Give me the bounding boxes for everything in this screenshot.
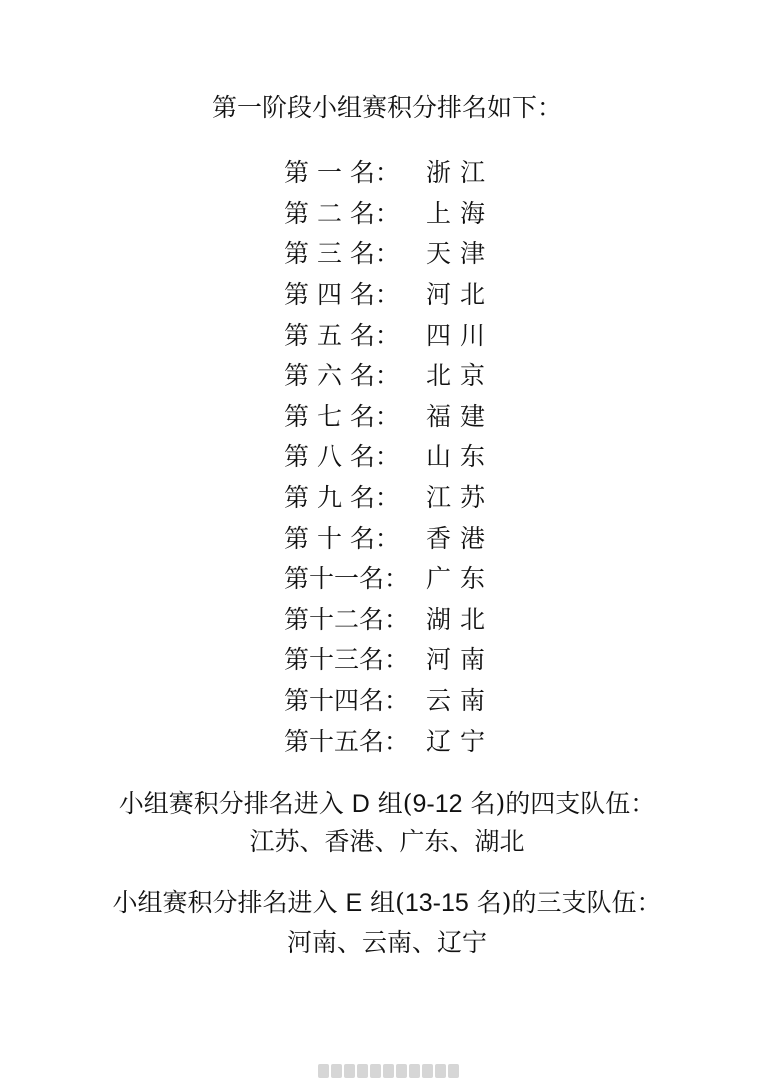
ranking-label: 第 一 名：: [284, 158, 400, 188]
group-d-heading-mid: 组(: [377, 789, 413, 818]
ranking-label: 第十五名：: [284, 726, 410, 756]
ranking-label: 第 四 名：: [284, 280, 400, 310]
ranking-team: 四川: [426, 320, 495, 350]
ranking-team: 香港: [426, 523, 495, 553]
group-e-range: 13-15: [404, 889, 469, 917]
ranking-team: 辽宁: [426, 726, 495, 756]
ranking-row: [284, 313, 544, 354]
ranking-row: [284, 598, 544, 639]
ranking-row: [284, 395, 544, 436]
ranking-row: [284, 679, 544, 720]
ranking-team: 北京: [426, 361, 495, 391]
group-d-heading-post: 名)的四支队伍：: [470, 789, 656, 818]
ranking-label: 第 三 名：: [284, 239, 400, 269]
ranking-label: 第 六 名：: [284, 361, 400, 391]
ranking-label: 第十四名：: [284, 686, 410, 716]
ranking-team: 江苏: [426, 483, 495, 513]
ranking-row: [284, 516, 544, 557]
ranking-row: [284, 557, 544, 598]
ranking-label: 第十二名：: [284, 604, 410, 634]
group-d-heading: [0, 784, 774, 824]
group-e-heading-mid: 组(: [370, 888, 405, 917]
group-e-heading: [0, 883, 774, 923]
ranking-team: 浙江: [426, 158, 495, 188]
ranking-row: [284, 192, 544, 233]
ranking-team: 山东: [426, 442, 495, 472]
ranking-label: 第 八 名：: [284, 442, 400, 472]
ranking-row: [284, 435, 544, 476]
ranking-label: 第 七 名：: [284, 401, 400, 431]
ranking-label: 第十一名：: [284, 564, 410, 594]
ranking-row: [284, 476, 544, 517]
group-e-letter: E: [345, 889, 363, 917]
group-e-teams: 河南、云南、辽宁: [286, 928, 487, 957]
group-d-letter: D: [351, 790, 370, 818]
ranking-team: 云南: [426, 686, 495, 716]
ranking-row: [284, 273, 544, 314]
ranking-team: 天津: [426, 239, 495, 269]
ranking-label: 第十三名：: [284, 645, 410, 675]
ranking-team: 湖北: [426, 604, 495, 634]
ranking-row: [284, 151, 544, 192]
ranking-row: [284, 232, 544, 273]
ranking-list: [284, 151, 544, 760]
group-e-heading-pre: 小组赛积分排名进入: [112, 888, 338, 917]
group-d-heading-pre: 小组赛积分排名进入: [118, 789, 344, 818]
ranking-team: 广东: [426, 564, 495, 594]
group-e-heading-post: 名)的三支队伍：: [476, 888, 662, 917]
ranking-team: 福建: [426, 401, 495, 431]
ranking-label: 第 二 名：: [284, 198, 400, 228]
ranking-label: 第 五 名：: [284, 320, 400, 350]
ranking-team: 上海: [426, 198, 495, 228]
ranking-row: [284, 638, 544, 679]
ranking-row: [284, 354, 544, 395]
ranking-row: [284, 719, 544, 760]
watermark: [318, 1064, 459, 1078]
ranking-team: 河南: [426, 645, 495, 675]
group-d-range: 9-12: [412, 790, 463, 818]
group-d-teams: 江苏、香港、广东、湖北: [249, 827, 525, 856]
page-title: 第一阶段小组赛积分排名如下：: [211, 93, 562, 122]
ranking-label: 第 十 名：: [284, 523, 400, 553]
ranking-team: 河北: [426, 280, 495, 310]
ranking-label: 第 九 名：: [284, 483, 400, 513]
